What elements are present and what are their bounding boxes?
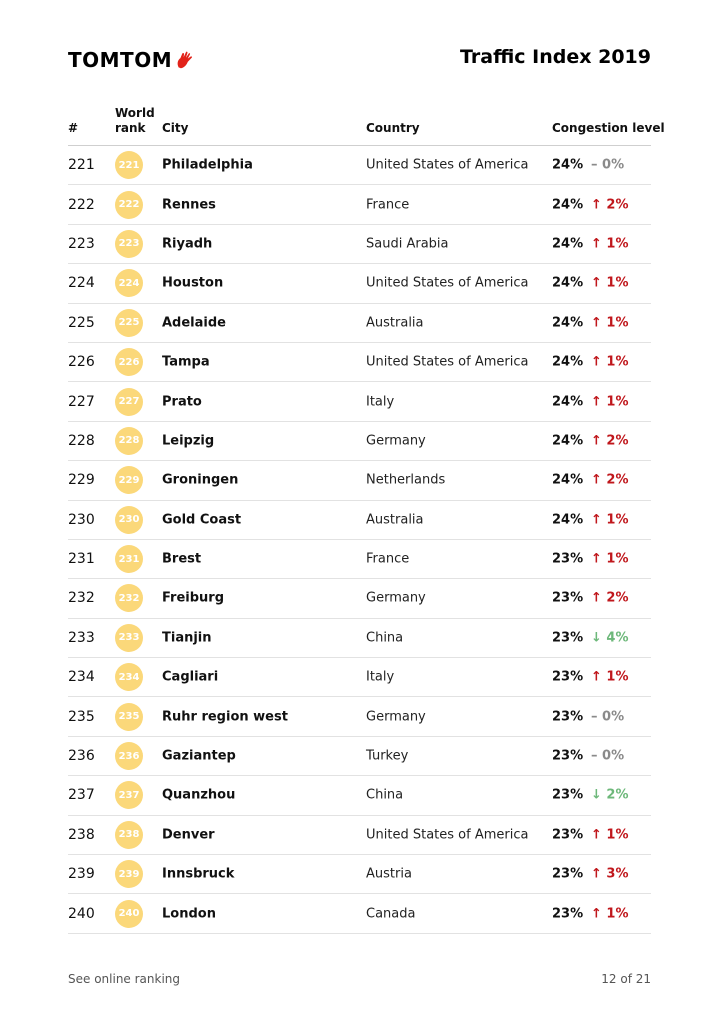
table-row — [68, 894, 651, 933]
congestion-level: 23% — [552, 748, 584, 764]
table-row — [68, 264, 651, 303]
country-name: Germany — [366, 590, 426, 606]
country-name: Canada — [366, 906, 416, 922]
row-number: 227 — [68, 393, 95, 410]
congestion-level: 24% — [552, 433, 584, 449]
column-header-city: City — [162, 121, 189, 135]
column-header-congestion-level: Congestion level — [552, 121, 665, 135]
world-rank-badge: 225 — [115, 309, 143, 337]
country-name: Australia — [366, 315, 424, 331]
world-rank-badge: 231 — [115, 545, 143, 573]
row-number: 225 — [68, 314, 95, 331]
table-row — [68, 737, 651, 776]
congestion-level: 23% — [552, 630, 584, 646]
world-rank-badge: 229 — [115, 466, 143, 494]
row-number: 223 — [68, 235, 95, 252]
world-rank-badge: 239 — [115, 860, 143, 888]
see-online-ranking-link[interactable]: See online ranking — [68, 972, 181, 986]
country-name: China — [366, 630, 404, 646]
world-rank-badge: 240 — [115, 900, 143, 928]
congestion-level: 24% — [552, 275, 584, 291]
congestion-level: 24% — [552, 394, 584, 410]
congestion-level: 24% — [552, 354, 584, 370]
city-name: Groningen — [162, 472, 239, 488]
table-row — [68, 816, 651, 855]
congestion-level: 23% — [552, 787, 584, 803]
city-name: Quanzhou — [162, 787, 236, 803]
table-row — [68, 658, 651, 697]
city-name: Prato — [162, 394, 202, 410]
country-name: United States of America — [366, 157, 529, 173]
table-row — [68, 422, 651, 461]
country-name: United States of America — [366, 827, 529, 843]
table-row — [68, 776, 651, 815]
congestion-change: ↑ 1% — [591, 669, 629, 685]
hand-logo-icon — [174, 49, 196, 71]
tomtom-logo — [68, 48, 196, 72]
country-name: United States of America — [366, 354, 529, 370]
city-name: Innsbruck — [162, 866, 235, 882]
congestion-change: ↑ 1% — [591, 315, 629, 331]
congestion-level: 23% — [552, 866, 584, 882]
congestion-change: ↑ 1% — [591, 906, 629, 922]
world-rank-badge: 223 — [115, 230, 143, 258]
country-name: United States of America — [366, 275, 529, 291]
column-header-country: Country — [366, 121, 420, 135]
congestion-level: 23% — [552, 669, 584, 685]
world-rank-badge: 227 — [115, 388, 143, 416]
country-name: France — [366, 197, 410, 213]
world-rank-badge: 234 — [115, 663, 143, 691]
congestion-change: ↑ 2% — [591, 197, 629, 213]
city-name: Riyadh — [162, 236, 213, 252]
world-rank-badge: 232 — [115, 584, 143, 612]
row-number: 236 — [68, 748, 95, 765]
world-rank-badge: 222 — [115, 191, 143, 219]
table-row — [68, 619, 651, 658]
congestion-change: – 0% — [591, 157, 625, 173]
row-number: 229 — [68, 472, 95, 489]
city-name: Brest — [162, 551, 202, 567]
congestion-change: ↓ 2% — [591, 787, 629, 803]
country-name: China — [366, 787, 404, 803]
row-number: 239 — [68, 866, 95, 883]
city-name: Cagliari — [162, 669, 219, 685]
congestion-level: 24% — [552, 236, 584, 252]
country-name: Saudi Arabia — [366, 236, 449, 252]
document-title: Traffic Index 2019 — [460, 46, 651, 68]
congestion-change: ↑ 1% — [591, 827, 629, 843]
table-row — [68, 225, 651, 264]
congestion-level: 24% — [552, 315, 584, 331]
table-row — [68, 382, 651, 421]
country-name: Netherlands — [366, 472, 446, 488]
country-name: Austria — [366, 866, 412, 882]
city-name: Leipzig — [162, 433, 215, 449]
column-header-number: # — [68, 121, 79, 135]
world-rank-badge: 230 — [115, 506, 143, 534]
row-number: 222 — [68, 196, 95, 213]
row-number: 238 — [68, 826, 95, 843]
congestion-level: 24% — [552, 472, 584, 488]
world-rank-badge: 237 — [115, 781, 143, 809]
city-name: Adelaide — [162, 315, 226, 331]
city-name: Tampa — [162, 354, 210, 370]
table-row — [68, 304, 651, 343]
congestion-change: ↑ 1% — [591, 512, 629, 528]
world-rank-badge: 233 — [115, 624, 143, 652]
city-name: Tianjin — [162, 630, 212, 646]
congestion-change: ↑ 1% — [591, 394, 629, 410]
congestion-change: ↑ 1% — [591, 551, 629, 567]
country-name: Germany — [366, 709, 426, 725]
world-rank-badge: 236 — [115, 742, 143, 770]
world-rank-badge: 226 — [115, 348, 143, 376]
congestion-change: ↑ 1% — [591, 275, 629, 291]
city-name: Ruhr region west — [162, 709, 288, 725]
congestion-change: ↑ 2% — [591, 433, 629, 449]
table-row — [68, 697, 651, 736]
congestion-level: 23% — [552, 906, 584, 922]
row-number: 237 — [68, 787, 95, 804]
table-row — [68, 185, 651, 224]
congestion-change: ↓ 4% — [591, 630, 629, 646]
congestion-change: – 0% — [591, 748, 625, 764]
row-number: 226 — [68, 354, 95, 371]
city-name: Denver — [162, 827, 215, 843]
congestion-level: 24% — [552, 157, 584, 173]
row-number: 224 — [68, 275, 95, 292]
row-number: 233 — [68, 629, 95, 646]
country-name: Italy — [366, 394, 395, 410]
row-number: 240 — [68, 905, 95, 922]
country-name: Australia — [366, 512, 424, 528]
logo-wordmark: TOMTOM — [68, 48, 173, 72]
world-rank-badge: 224 — [115, 269, 143, 297]
country-name: Italy — [366, 669, 395, 685]
row-number: 231 — [68, 551, 95, 568]
table-row — [68, 343, 651, 382]
row-number: 221 — [68, 157, 95, 174]
congestion-change: ↑ 2% — [591, 590, 629, 606]
ranking-table — [68, 145, 651, 934]
table-row — [68, 501, 651, 540]
city-name: Philadelphia — [162, 157, 253, 173]
city-name: London — [162, 906, 216, 922]
row-number: 232 — [68, 590, 95, 607]
congestion-change: ↑ 3% — [591, 866, 629, 882]
congestion-change: ↑ 1% — [591, 354, 629, 370]
city-name: Gold Coast — [162, 512, 242, 528]
congestion-level: 23% — [552, 590, 584, 606]
row-number: 230 — [68, 511, 95, 528]
row-number: 228 — [68, 432, 95, 449]
congestion-change: – 0% — [591, 709, 625, 725]
congestion-level: 23% — [552, 827, 584, 843]
world-rank-badge: 228 — [115, 427, 143, 455]
country-name: France — [366, 551, 410, 567]
congestion-level: 23% — [552, 709, 584, 725]
page-indicator: 12 of 21 — [601, 972, 651, 986]
country-name: Turkey — [366, 748, 409, 764]
world-rank-badge: 221 — [115, 151, 143, 179]
column-header-world-rank: World rank — [115, 106, 155, 135]
city-name: Rennes — [162, 197, 216, 213]
row-number: 235 — [68, 708, 95, 725]
table-row — [68, 855, 651, 894]
congestion-level: 24% — [552, 512, 584, 528]
city-name: Freiburg — [162, 590, 225, 606]
congestion-level: 23% — [552, 551, 584, 567]
table-row — [68, 540, 651, 579]
congestion-level: 24% — [552, 197, 584, 213]
world-rank-badge: 235 — [115, 703, 143, 731]
city-name: Houston — [162, 275, 224, 291]
row-number: 234 — [68, 669, 95, 686]
table-row — [68, 146, 651, 185]
city-name: Gaziantep — [162, 748, 236, 764]
congestion-change: ↑ 1% — [591, 236, 629, 252]
table-row — [68, 461, 651, 500]
country-name: Germany — [366, 433, 426, 449]
congestion-change: ↑ 2% — [591, 472, 629, 488]
table-row — [68, 579, 651, 618]
world-rank-badge: 238 — [115, 821, 143, 849]
